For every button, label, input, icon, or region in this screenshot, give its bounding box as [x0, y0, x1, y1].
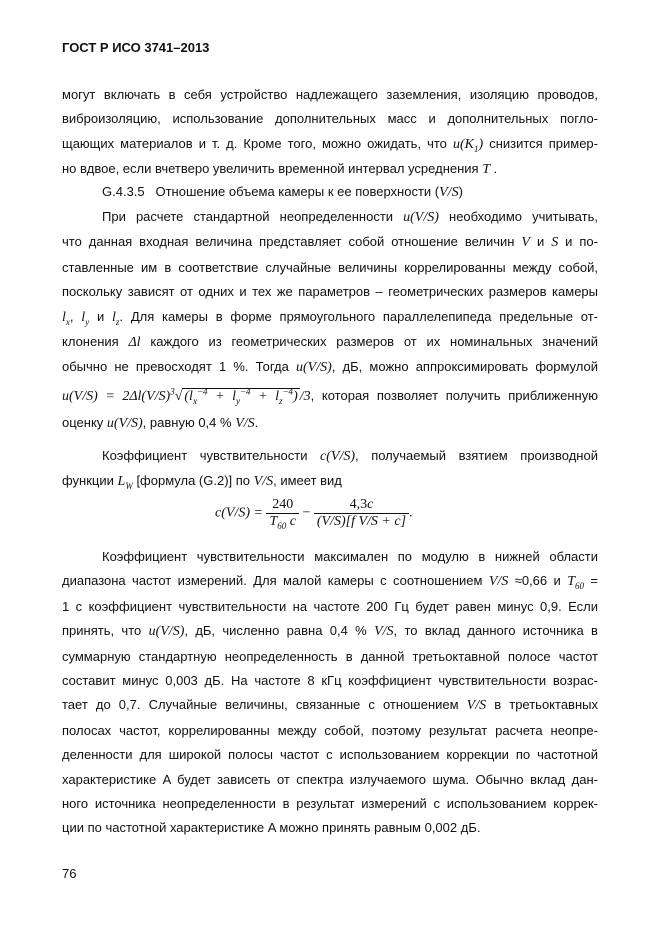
text-line: характеристике A будет зависеть от спектра излучаемого шума. Обычно вклад дан-: [62, 771, 598, 787]
text-line: составит минус 0,003 дБ. На частоте 8 кГц коэффициент чувствительности возрас-: [62, 673, 598, 689]
text-line: $u(V/S) = 2\Delta l(V/S)^3√$ $(l_x^{-4} + l_y^{-4} + l_z^{-4})$ /3, которая позволяет получить приближенную: [62, 386, 598, 406]
paragraph-4: [62, 545, 598, 841]
text-line: клонения Δl каждого из геометрических размеров от их номинальных значений: [62, 334, 598, 351]
section-heading: G.4.3.5 Отношение объема камеры к ее поверхности (V/S): [102, 184, 463, 200]
text-line: но вдвое, если вчетверо увеличить временной интервал усреднения T .: [62, 161, 498, 178]
formula-lhs: c(V/S) =: [215, 505, 263, 521]
text-line: суммарную стандартную неопределенность в данной третьоктавной полосе частот: [62, 648, 598, 664]
formula-fraction-1: $\frac{240}{T_{60} c}$: [266, 497, 299, 530]
math-u-VS: u(V/S): [403, 210, 439, 225]
text-line: могут включать в себя устройство надлежащего заземления, изоляцию проводов,: [62, 87, 598, 102]
text-line: виброизоляцию, использование дополнительных масс и дополнительных погло-: [62, 111, 598, 127]
math-T: T: [482, 162, 491, 178]
text-line: диапазона частот измерений. Для малой камеры с соотношением V/S ≈0,66 и $T_{60}$ =: [62, 573, 598, 592]
section-title: Отношение объема камеры к ее поверхности (: [155, 184, 440, 199]
text-line: Коэффициент чувствительности c(V/S), получаемый взятием производной: [102, 448, 598, 464]
paragraph-3: [62, 444, 598, 495]
text-line: что данная входная величина представляет собой отношение величин V и S и по-: [62, 234, 598, 251]
math-u-k1: $u(K_1)$: [452, 136, 484, 154]
text-line: обычно не превосходят 1 %. Тогда u(V/S), дБ, можно аппроксимировать формулой: [62, 359, 598, 376]
math-V-over-S: V/S: [439, 185, 459, 200]
text-line: функции $L_W$ [формула (G.2)] по V/S, имеет вид: [62, 473, 342, 492]
document-header: ГОСТ Р ИСО 3741–2013: [62, 40, 210, 55]
text-line: 1 с коэффициент чувствительности на частоте 200 Гц будет равен минус 0,9. Если: [62, 598, 598, 614]
section-number: G.4.3.5: [102, 184, 145, 199]
text-line: поскольку зависят от одних и тех же параметров – геометрических размеров камеры: [62, 284, 598, 300]
text-line: $l_x$, $l_y$ и $l_z$. Для камеры в форме прямоугольного параллелепипеда предельные от-: [62, 308, 598, 327]
text-line: полосах частот, коррелированны между собой, поэтому результат расчета неопре-: [62, 722, 598, 738]
sensitivity-formula: c(V/S) = $\frac{240}{T_{60} c}$ − $\frac{4,3c}{\text{(V/S)[f V/S + c]}}$ .: [215, 497, 413, 531]
paragraph-1: [62, 83, 598, 183]
text-line: ставленные им в соответствие случайные величины коррелированны между собой,: [62, 259, 598, 275]
page-number: 76: [62, 866, 77, 881]
text-line: При расчете стандартной неопределенности u(V/S) необходимо учитывать,: [102, 209, 598, 225]
text-line: ного источника неопределенности в результат измерений с использованием коррек-: [62, 796, 598, 812]
text-line: деленности для широкой полосы частот с использованием коррекции по частотной: [62, 747, 598, 763]
text-line: Коэффициент чувствительности максимален по модулю в нижней области: [102, 549, 598, 564]
paragraph-2: [62, 205, 598, 436]
math-approx-formula: $u(V/S) = 2\Delta l(V/S)^3√$ $(l_x^{-4} + l_y^{-4} + l_z^{-4})$ /3: [62, 386, 311, 406]
formula-fraction-2: $\frac{4,3c}{\text{(V/S)[f V/S + c]}}$: [314, 497, 409, 530]
text-line: оценку u(V/S), равную 0,4 % V/S.: [62, 414, 259, 431]
text-line: тает до 0,7. Случайные величины, связанные с отношением V/S в третьоктавных: [62, 697, 598, 714]
text-line: ции по частотной характеристике A можно принять равным 0,002 дБ.: [62, 820, 481, 836]
text-line: принять, что u(V/S), дБ, численно равна 0,4 % V/S, то вклад данного источника в: [62, 623, 598, 640]
text-line: щающих материалов и т. д. Кроме того, можно ожидать, что $u(K_1)$ снизится пример-: [62, 135, 598, 154]
